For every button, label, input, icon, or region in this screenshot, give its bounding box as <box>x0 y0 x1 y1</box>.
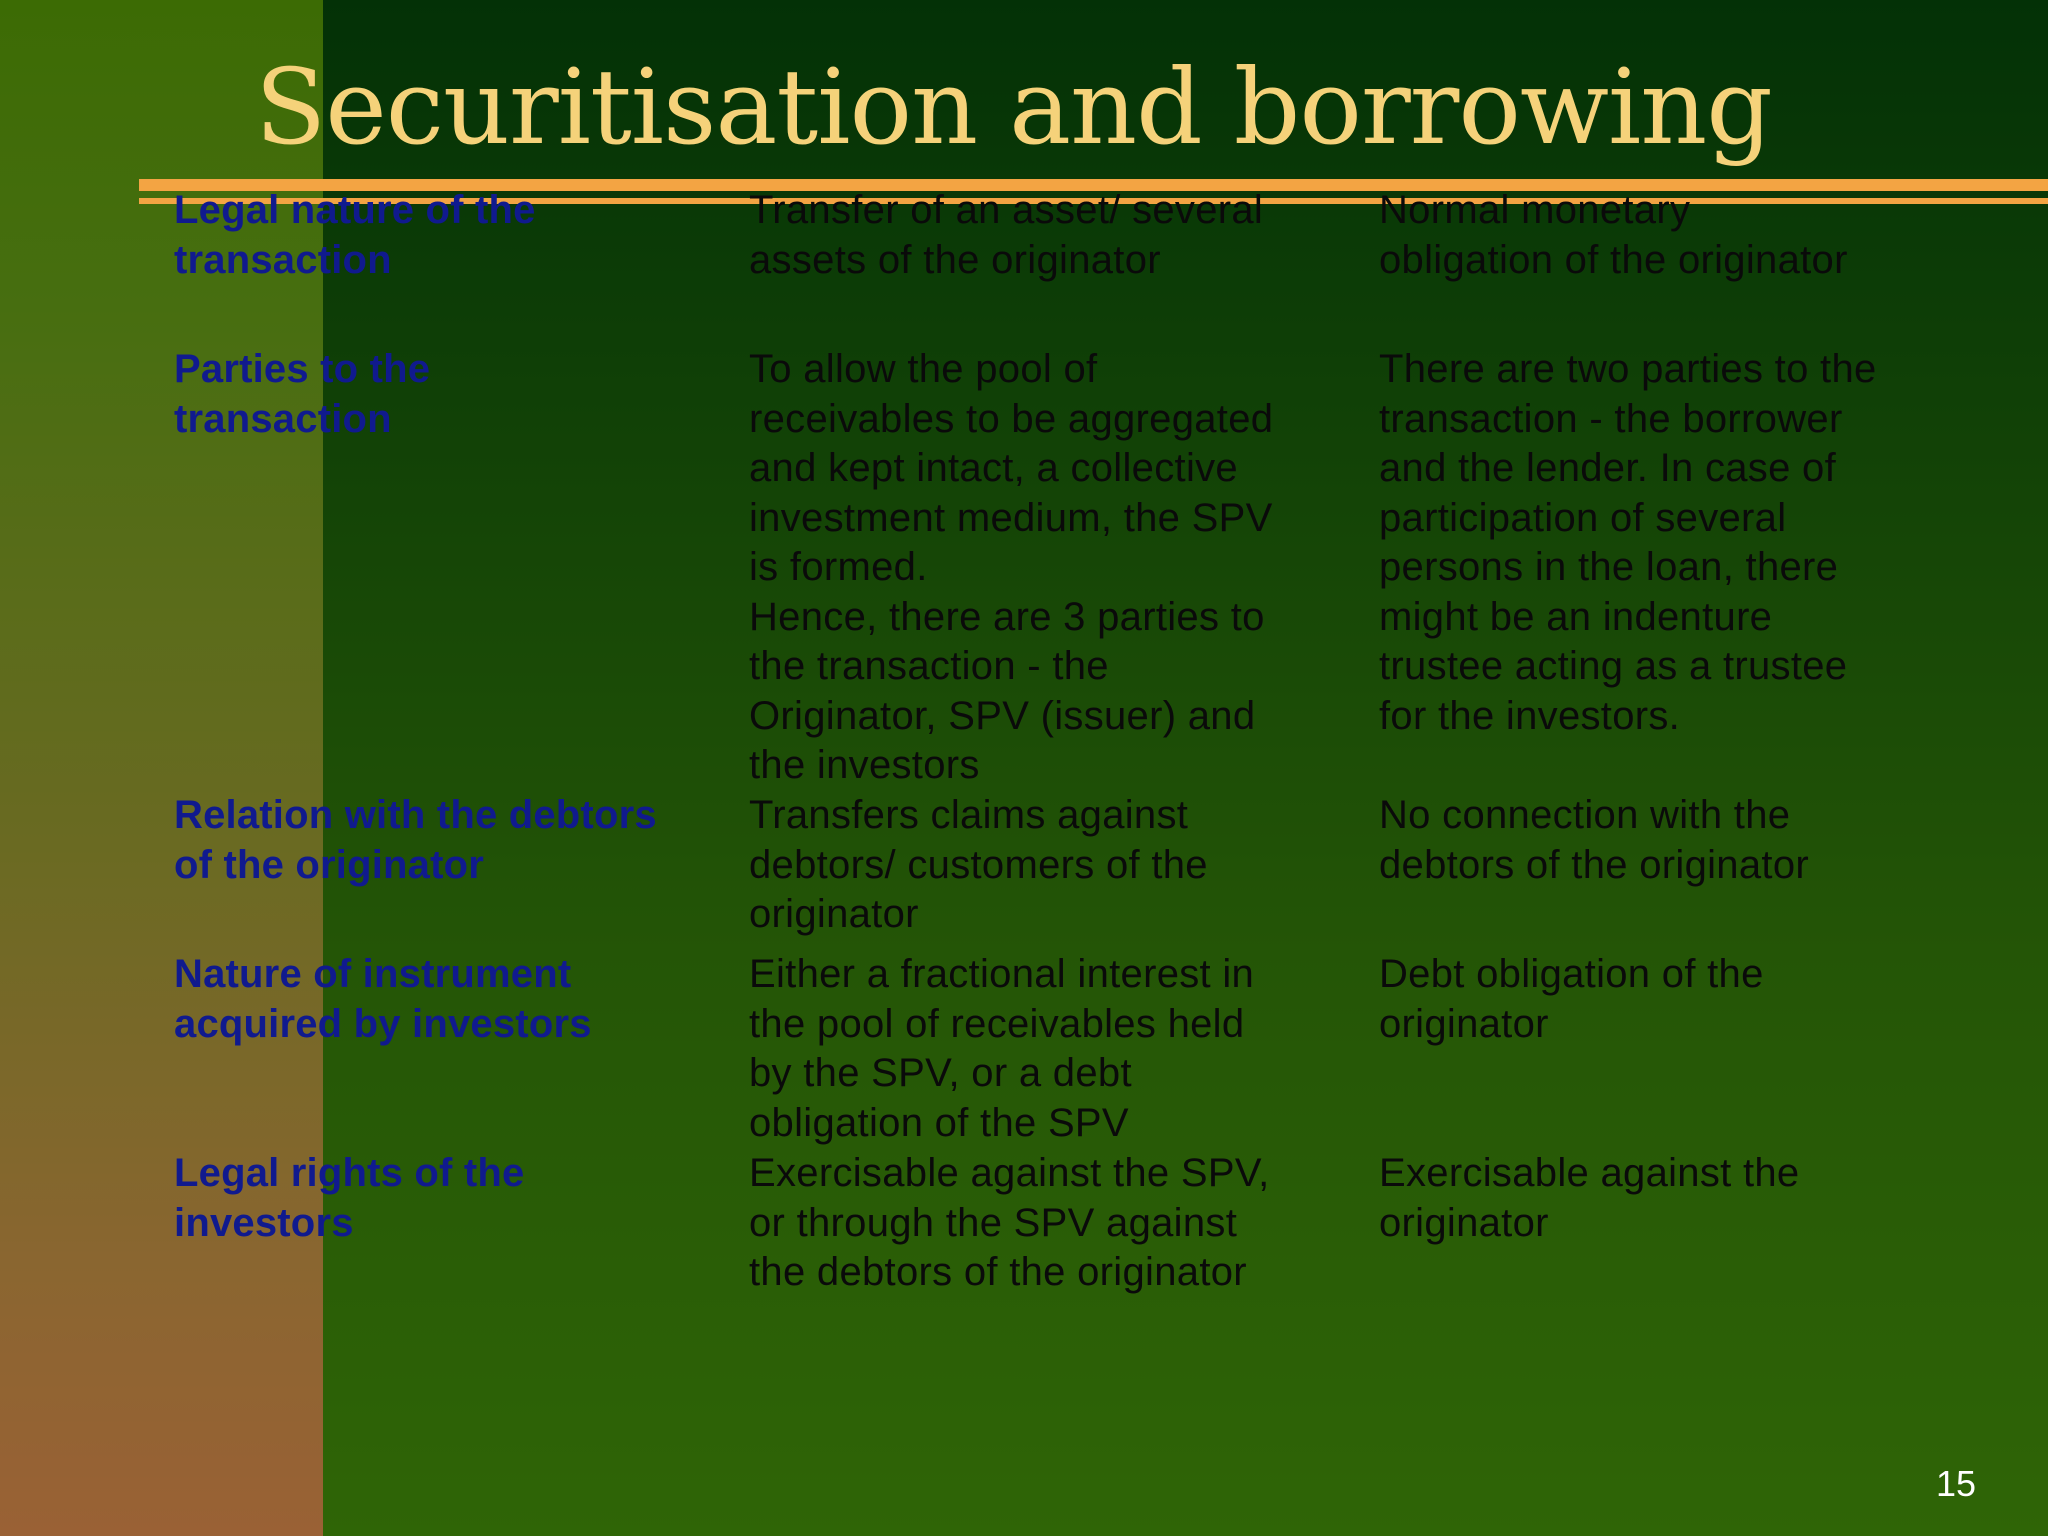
row-label: Nature of instrument acquired by investors <box>174 952 592 1046</box>
row-label: Legal rights of the investors <box>174 1151 525 1245</box>
borrowing-cell: Normal monetary obligation of the originator <box>1379 188 1848 282</box>
securitisation-cell: Transfer of an asset/ several assets of the originator <box>749 188 1264 282</box>
slide-title: Securitisation and borrowing <box>255 46 1772 168</box>
row-label: Legal nature of the transaction <box>174 188 536 282</box>
securitisation-cell: Either a fractional interest in the pool of receivables held by the SPV, or a debt obligation of the SPV <box>749 952 1255 1145</box>
borrowing-cell: Debt obligation of the originator <box>1379 952 1764 1046</box>
borrowing-cell: There are two parties to the transaction - the borrower and the lender. In case of participation of several persons in the loan, there might be an indenture trustee acting as a trustee for the investors. <box>1379 347 1877 738</box>
borrowing-cell: Exercisable against the originator <box>1379 1151 1800 1245</box>
page-number: 15 <box>1935 1463 1976 1504</box>
securitisation-cell: To allow the pool of receivables to be aggregated and kept intact, a collective investment medium, the SPV is formed. Hence, there are 3 parties to the transaction - the Originator, SPV (issuer) and the investors <box>749 347 1274 787</box>
row-label: Relation with the debtors of the originator <box>174 793 657 887</box>
borrowing-cell: No connection with the debtors of the originator <box>1379 793 1809 887</box>
securitisation-cell: Transfers claims against debtors/ customers of the originator <box>749 793 1208 936</box>
securitisation-cell: Exercisable against the SPV, or through the SPV against the debtors of the originator <box>749 1151 1270 1294</box>
row-label: Parties to the transaction <box>174 347 431 441</box>
